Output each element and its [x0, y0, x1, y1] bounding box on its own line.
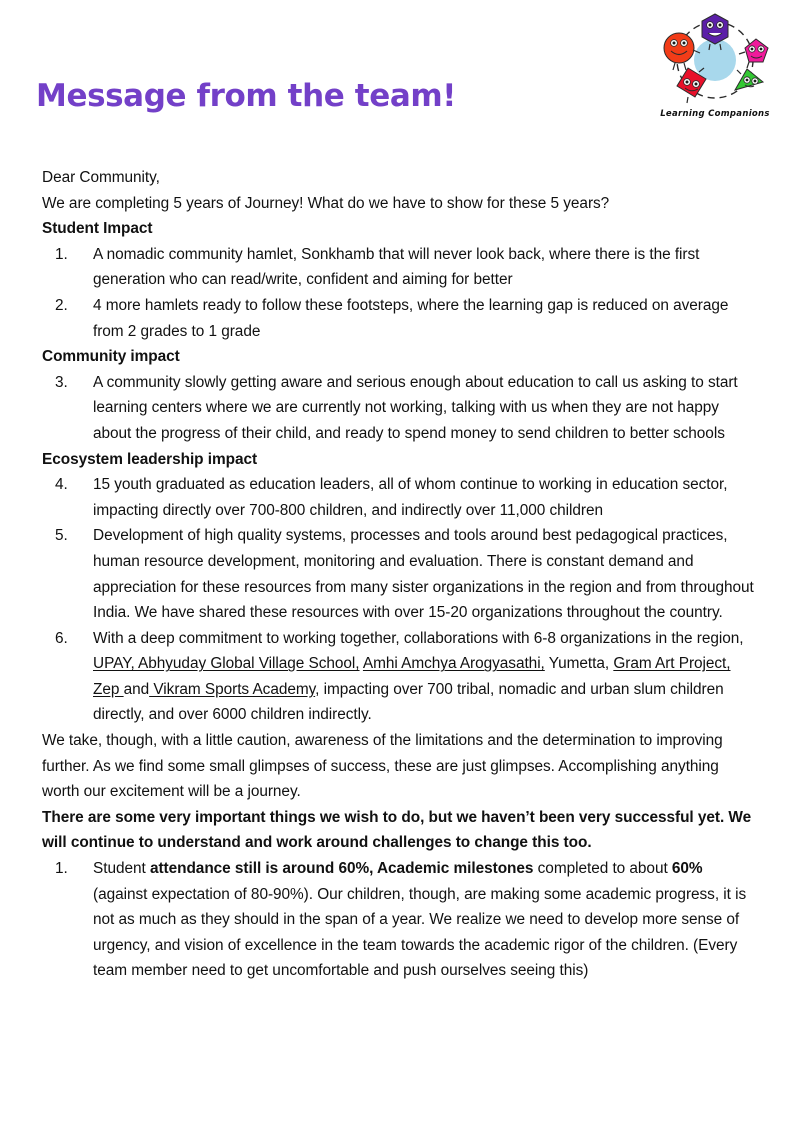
heading-community-impact: Community impact [42, 348, 180, 366]
text-separator-yumetta: Yumetta, [544, 655, 614, 673]
list-marker: 6. [55, 629, 68, 647]
intro-paragraph: We are completing 5 years of Journey! What do we have to show for these 5 years? [42, 194, 610, 212]
list-item-collaborations [42, 626, 754, 728]
list-item [42, 523, 754, 625]
logo-caption: Learning Companions [660, 109, 770, 119]
list-marker: 2. [55, 296, 68, 314]
logo-center-circle [694, 39, 736, 81]
final-text-part2: completed to about [533, 860, 672, 878]
list-item-text: 4 more hamlets ready to follow these footsteps, where the learning gap is reduced on average from 2 grades to 1 grade [93, 296, 729, 340]
list-marker: 3. [55, 373, 68, 391]
collab-outro-text: , impacting over 700 tribal, nomadic and urban slum children directly, and over 6000 children indirectly. [93, 680, 724, 724]
list-item [42, 472, 754, 523]
text-and: and [123, 680, 150, 698]
green-triangle-character [735, 69, 763, 90]
final-text-part1: Student [93, 860, 150, 878]
bold-statement-paragraph: There are some very important things we wish to do, but we haven’t been very successful yet. We will continue to understand and work around challenges to change this too. [42, 808, 752, 852]
org-amhi-amchya-arogyasathi: Amhi Amchya Arogyasathi, [362, 655, 545, 673]
list-item [42, 242, 754, 293]
closing-paragraph: We take, though, with a little caution, awareness of the limitations and the determination to improving further. As we find some small glimpses of success, these are just glimpses. Accomplishing anything worth our excitement will be a journey. [42, 732, 723, 801]
list-item [42, 370, 754, 447]
list-marker: 5. [55, 527, 68, 545]
page-title: Message from the team! [36, 78, 456, 114]
list-item-text: A community slowly getting aware and serious enough about education to call us asking to start learning centers where we are currently not working, talking with us when they are not happy about the progress of their child, and ready to spend money to send children to better schools [93, 373, 738, 442]
heading-ecosystem-leadership-impact: Ecosystem leadership impact [42, 450, 258, 468]
org-vikram-sports-academy: Vikram Sports Academy [149, 680, 316, 698]
org-gram-art-project: Gram Art Project, [613, 655, 731, 673]
final-text-part3: (against expectation of 80-90%). Our children, though, are making some academic progress, it is not as much as they should in the span of a year. We realize we need to develop more sense of urgency, and vision of excellence in the team towards the academic rigor of the children. (Every team member need to get uncomfortable and push ourselves seeing this) [93, 885, 747, 980]
learning-companions-logo-icon [655, 8, 775, 113]
list-item-text: A nomadic community hamlet, Sonkhamb that will never look back, where there is the first generation who can read/write, confident and aiming for better [93, 245, 700, 289]
list-item-text: Development of high quality systems, processes and tools around best pedagogical practices, human resource development, monitoring and evaluation. There is constant demand and appreciation for these resources from many sister organizations in the region and from throughout India. We have shared these resources with over 15-20 organizations throughout the country. [93, 527, 754, 622]
list-item-text [93, 856, 754, 984]
list-marker: 4. [55, 476, 68, 494]
list-item [42, 293, 754, 344]
organization-logo [655, 8, 775, 133]
heading-student-impact: Student Impact [42, 220, 153, 238]
list-item-text: 15 youth graduated as education leaders, all of whom continue to working in education sector, impacting directly over 700-800 children, and indirectly over 11,000 children [93, 476, 728, 519]
final-bold-attendance: attendance still is around 60%, Academic milestones [149, 860, 534, 878]
org-upay-abhyuday: UPAY, Abhyuday Global Village School, [93, 655, 360, 673]
org-zep: Zep [93, 680, 124, 698]
list-item-challenges [42, 856, 754, 984]
final-bold-percentage: 60% [671, 860, 703, 878]
list-marker: 1. [55, 245, 68, 263]
list-marker: 1. [55, 860, 68, 878]
document-body [42, 165, 754, 984]
list-item-text [93, 626, 754, 728]
salutation: Dear Community, [42, 169, 160, 186]
collab-intro-text: With a deep commitment to working together, collaborations with 6-8 organizations in the region, [93, 629, 744, 647]
